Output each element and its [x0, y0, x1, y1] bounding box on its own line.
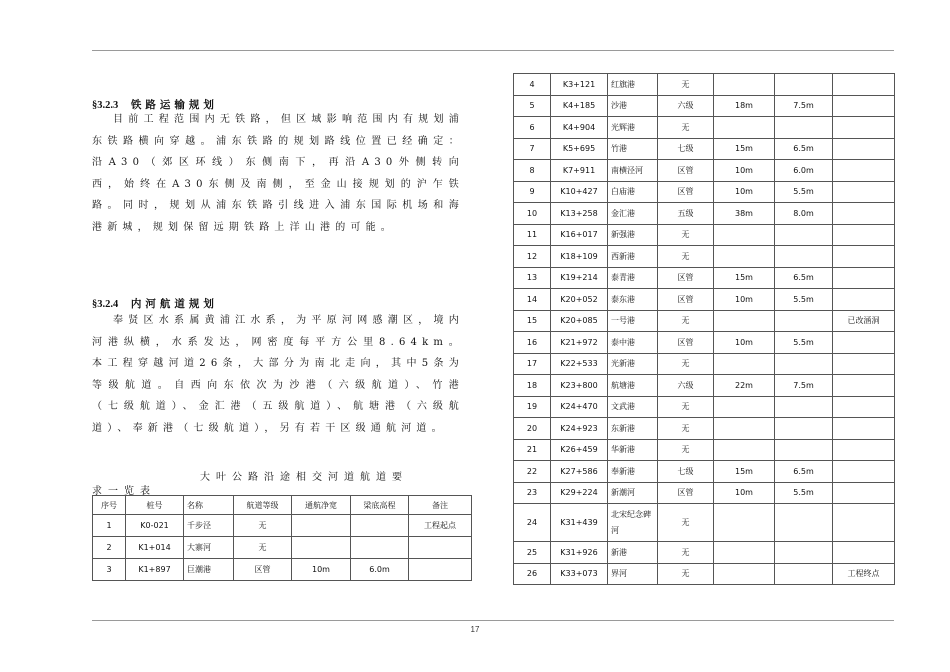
cell-name: 新潮河	[608, 482, 658, 504]
table-row	[514, 267, 895, 289]
cell-index: 2	[93, 537, 126, 559]
cell-remark	[833, 267, 895, 289]
cell-station: K33+073	[551, 563, 608, 585]
cell-name: 巨潮港	[184, 559, 234, 581]
cell-station: K13+258	[551, 203, 608, 225]
cell-station: K27+586	[551, 461, 608, 483]
cell-beam-elevation: 5.5m	[775, 332, 833, 354]
table-row	[514, 310, 895, 332]
cell-clear-width	[714, 504, 775, 542]
section-title: 铁路运输规划	[130, 100, 218, 111]
cell-station: K18+109	[551, 246, 608, 268]
cell-index: 25	[514, 542, 551, 564]
cell-grade: 无	[658, 310, 714, 332]
cell-station: K1+897	[126, 559, 184, 581]
cell-grade: 无	[658, 396, 714, 418]
cell-name: 奉新港	[608, 461, 658, 483]
cell-remark	[833, 160, 895, 182]
cell-index: 10	[514, 203, 551, 225]
cell-remark	[833, 332, 895, 354]
cell-beam-elevation: 8.0m	[775, 203, 833, 225]
cell-beam-elevation	[775, 439, 833, 461]
cell-beam-elevation	[775, 246, 833, 268]
cell-clear-width	[714, 353, 775, 375]
cell-station: K31+439	[551, 504, 608, 542]
cell-beam-elevation: 7.5m	[775, 95, 833, 117]
table-row	[93, 559, 472, 581]
cell-index: 14	[514, 289, 551, 311]
cell-index: 22	[514, 461, 551, 483]
cell-name: 大寨河	[184, 537, 234, 559]
cell-remark: 已改涵洞	[833, 310, 895, 332]
cell-index: 16	[514, 332, 551, 354]
cell-index: 13	[514, 267, 551, 289]
cell-station: K20+052	[551, 289, 608, 311]
table-row	[514, 542, 895, 564]
cell-name: 新港	[608, 542, 658, 564]
cell-grade: 无	[234, 515, 292, 537]
cell-clear-width: 15m	[714, 461, 775, 483]
cell-name: 新强港	[608, 224, 658, 246]
cell-station: K24+923	[551, 418, 608, 440]
col-header-clear-width: 通航净宽	[292, 496, 351, 515]
cell-name: 泰青港	[608, 267, 658, 289]
cell-grade: 区管	[658, 289, 714, 311]
cell-name: 北宋纪念碑河	[608, 504, 658, 542]
table-row	[514, 181, 895, 203]
cell-clear-width	[714, 542, 775, 564]
cell-grade: 无	[658, 542, 714, 564]
cell-beam-elevation	[775, 418, 833, 440]
col-header-remark: 备注	[409, 496, 472, 515]
cell-beam-elevation	[775, 117, 833, 139]
cell-index: 19	[514, 396, 551, 418]
col-header-station: 桩号	[126, 496, 184, 515]
table-row	[514, 224, 895, 246]
cell-clear-width	[714, 117, 775, 139]
cell-name: 文武港	[608, 396, 658, 418]
cell-station: K3+121	[551, 74, 608, 96]
cell-remark	[833, 289, 895, 311]
table-row	[514, 203, 895, 225]
table-row	[514, 332, 895, 354]
cell-remark	[833, 542, 895, 564]
cell-grade: 无	[658, 418, 714, 440]
cell-clear-width	[714, 310, 775, 332]
cell-beam-elevation	[775, 310, 833, 332]
cell-clear-width	[714, 396, 775, 418]
cell-beam-elevation	[775, 74, 833, 96]
cell-grade: 七级	[658, 138, 714, 160]
cell-index: 26	[514, 563, 551, 585]
table-row	[514, 95, 895, 117]
cell-beam-elevation	[775, 353, 833, 375]
cell-name: 南横泾河	[608, 160, 658, 182]
cell-clear-width	[292, 515, 351, 537]
cell-name: 光新港	[608, 353, 658, 375]
table-row	[514, 289, 895, 311]
cell-station: K22+533	[551, 353, 608, 375]
cell-beam-elevation: 5.5m	[775, 482, 833, 504]
cell-grade: 七级	[658, 461, 714, 483]
cell-remark	[833, 117, 895, 139]
section-number: §3.2.4	[92, 299, 119, 310]
cell-grade: 区管	[658, 332, 714, 354]
cell-station: K24+470	[551, 396, 608, 418]
cell-name: 白庙港	[608, 181, 658, 203]
table-row	[514, 439, 895, 461]
table-row	[514, 353, 895, 375]
cell-remark	[833, 504, 895, 542]
cell-station: K7+911	[551, 160, 608, 182]
cell-clear-width	[714, 224, 775, 246]
cell-clear-width	[714, 74, 775, 96]
cell-beam-elevation	[775, 396, 833, 418]
cell-beam-elevation	[775, 224, 833, 246]
cell-clear-width: 10m	[714, 181, 775, 203]
cell-beam-elevation	[775, 563, 833, 585]
cell-index: 15	[514, 310, 551, 332]
cell-name: 光辉港	[608, 117, 658, 139]
cell-index: 21	[514, 439, 551, 461]
cell-name: 航塘港	[608, 375, 658, 397]
table-row	[514, 160, 895, 182]
cell-beam-elevation: 6.5m	[775, 138, 833, 160]
table-caption-line1: 大叶公路沿途相交河道航道要	[200, 472, 408, 483]
paragraph-text: 目前工程范围内无铁路，但区域影响范围内有规划浦东铁路横向穿越。浦东铁路的规划路线位置已经确定：沿A30（郊区环线）东侧南下，再沿A30外侧转向西，始终在A30东侧及南侧，至金山接规划的沪乍铁路。同时，规划从浦东铁路引线进入浦东国际机场和海港新城，规划保留远期铁路上洋山港的可能。	[92, 114, 464, 233]
table-row	[514, 504, 895, 542]
cell-grade: 五级	[658, 203, 714, 225]
cell-station: K21+972	[551, 332, 608, 354]
footer-rule	[92, 620, 894, 621]
cell-station: K4+185	[551, 95, 608, 117]
cell-beam-elevation: 6.5m	[775, 461, 833, 483]
cell-remark: 工程起点	[409, 515, 472, 537]
table-row	[514, 138, 895, 160]
cell-clear-width	[714, 418, 775, 440]
cell-grade: 无	[658, 504, 714, 542]
cell-beam-elevation: 7.5m	[775, 375, 833, 397]
cell-index: 24	[514, 504, 551, 542]
cell-remark	[833, 138, 895, 160]
cell-station: K0-021	[126, 515, 184, 537]
header-rule	[92, 50, 894, 51]
cell-name: 泰中港	[608, 332, 658, 354]
cell-grade: 无	[658, 439, 714, 461]
cell-station: K29+224	[551, 482, 608, 504]
cell-beam-elevation: 6.0m	[351, 559, 409, 581]
cell-clear-width: 38m	[714, 203, 775, 225]
cell-grade: 区管	[234, 559, 292, 581]
table-row	[514, 482, 895, 504]
table-row	[514, 461, 895, 483]
cell-remark	[833, 203, 895, 225]
table-row	[93, 515, 472, 537]
cell-station: K16+017	[551, 224, 608, 246]
cell-remark	[833, 353, 895, 375]
cell-name: 西新港	[608, 246, 658, 268]
page-number: 17	[470, 625, 480, 634]
cell-clear-width: 10m	[292, 559, 351, 581]
cell-index: 8	[514, 160, 551, 182]
cell-index: 7	[514, 138, 551, 160]
cell-beam-elevation	[775, 542, 833, 564]
cell-beam-elevation: 5.5m	[775, 289, 833, 311]
col-header-index: 序号	[93, 496, 126, 515]
table-row	[514, 246, 895, 268]
cell-remark	[833, 418, 895, 440]
cell-clear-width	[714, 246, 775, 268]
paragraph-text: 奉贤区水系属黄浦江水系，为平原河网感潮区，境内河港纵横，水系发达，网密度每平方公里8.64km。本工程穿越河道26条，大部分为南北走向，其中5条为等级航道。自西向东依次为沙港（六级航道）、竹港（七级航道）、金汇港（五级航道）、航塘港（六级航道）、奉新港（七级航道），另有若干区级通航河道。	[92, 315, 464, 434]
cell-name: 千步泾	[184, 515, 234, 537]
cell-index: 23	[514, 482, 551, 504]
cell-clear-width: 10m	[714, 482, 775, 504]
cell-beam-elevation: 5.5m	[775, 181, 833, 203]
cell-station: K23+800	[551, 375, 608, 397]
cell-clear-width	[714, 563, 775, 585]
cell-station: K10+427	[551, 181, 608, 203]
cell-station: K26+459	[551, 439, 608, 461]
table-row	[514, 74, 895, 96]
cell-station: K20+085	[551, 310, 608, 332]
section-number: §3.2.3	[92, 100, 119, 111]
cell-clear-width	[714, 439, 775, 461]
table-row	[514, 396, 895, 418]
cell-remark	[409, 537, 472, 559]
cell-grade: 无	[658, 563, 714, 585]
cell-clear-width: 10m	[714, 160, 775, 182]
cell-beam-elevation	[351, 515, 409, 537]
waterway-table-right	[513, 73, 895, 585]
cell-index: 5	[514, 95, 551, 117]
cell-index: 6	[514, 117, 551, 139]
cell-remark	[409, 559, 472, 581]
waterway-paragraph	[92, 310, 464, 440]
cell-grade: 无	[658, 74, 714, 96]
cell-beam-elevation: 6.5m	[775, 267, 833, 289]
cell-grade: 六级	[658, 375, 714, 397]
cell-clear-width: 10m	[714, 289, 775, 311]
cell-clear-width: 15m	[714, 267, 775, 289]
cell-clear-width: 15m	[714, 138, 775, 160]
cell-grade: 无	[234, 537, 292, 559]
cell-index: 11	[514, 224, 551, 246]
table-header-row	[93, 496, 472, 515]
cell-index: 12	[514, 246, 551, 268]
cell-grade: 无	[658, 224, 714, 246]
cell-remark	[833, 74, 895, 96]
cell-grade: 区管	[658, 160, 714, 182]
cell-remark	[833, 246, 895, 268]
cell-grade: 无	[658, 117, 714, 139]
cell-remark: 工程终点	[833, 563, 895, 585]
cell-name: 华新港	[608, 439, 658, 461]
cell-remark	[833, 95, 895, 117]
cell-grade: 区管	[658, 181, 714, 203]
cell-remark	[833, 461, 895, 483]
cell-name: 一号港	[608, 310, 658, 332]
cell-index: 9	[514, 181, 551, 203]
cell-grade: 无	[658, 353, 714, 375]
waterway-table-left	[92, 495, 472, 581]
cell-station: K5+695	[551, 138, 608, 160]
cell-index: 17	[514, 353, 551, 375]
cell-grade: 无	[658, 246, 714, 268]
col-header-grade: 航道等级	[234, 496, 292, 515]
cell-index: 4	[514, 74, 551, 96]
section-heading-waterway	[92, 296, 218, 311]
cell-station: K4+904	[551, 117, 608, 139]
cell-index: 18	[514, 375, 551, 397]
cell-station: K1+014	[126, 537, 184, 559]
cell-remark	[833, 375, 895, 397]
table-row	[514, 418, 895, 440]
cell-index: 3	[93, 559, 126, 581]
table-row	[514, 563, 895, 585]
cell-station: K31+926	[551, 542, 608, 564]
table-row	[514, 375, 895, 397]
cell-name: 金汇港	[608, 203, 658, 225]
cell-beam-elevation	[351, 537, 409, 559]
cell-remark	[833, 396, 895, 418]
cell-name: 竹港	[608, 138, 658, 160]
cell-clear-width: 22m	[714, 375, 775, 397]
cell-name: 红旗港	[608, 74, 658, 96]
cell-index: 1	[93, 515, 126, 537]
cell-index: 20	[514, 418, 551, 440]
section-title: 内河航道规划	[130, 299, 218, 310]
table-row	[514, 117, 895, 139]
cell-name: 界河	[608, 563, 658, 585]
cell-beam-elevation	[775, 504, 833, 542]
cell-clear-width	[292, 537, 351, 559]
table-caption-line2: 求一览表	[92, 486, 156, 497]
cell-remark	[833, 482, 895, 504]
railway-paragraph	[92, 109, 464, 239]
cell-clear-width: 10m	[714, 332, 775, 354]
table-row	[93, 537, 472, 559]
col-header-name: 名称	[184, 496, 234, 515]
cell-remark	[833, 224, 895, 246]
col-header-beam-elevation: 梁底高程	[351, 496, 409, 515]
cell-grade: 区管	[658, 482, 714, 504]
cell-clear-width: 18m	[714, 95, 775, 117]
cell-station: K19+214	[551, 267, 608, 289]
cell-remark	[833, 439, 895, 461]
cell-beam-elevation: 6.0m	[775, 160, 833, 182]
cell-name: 沙港	[608, 95, 658, 117]
cell-name: 泰东港	[608, 289, 658, 311]
cell-grade: 区管	[658, 267, 714, 289]
cell-remark	[833, 181, 895, 203]
cell-grade: 六级	[658, 95, 714, 117]
cell-name: 东新港	[608, 418, 658, 440]
